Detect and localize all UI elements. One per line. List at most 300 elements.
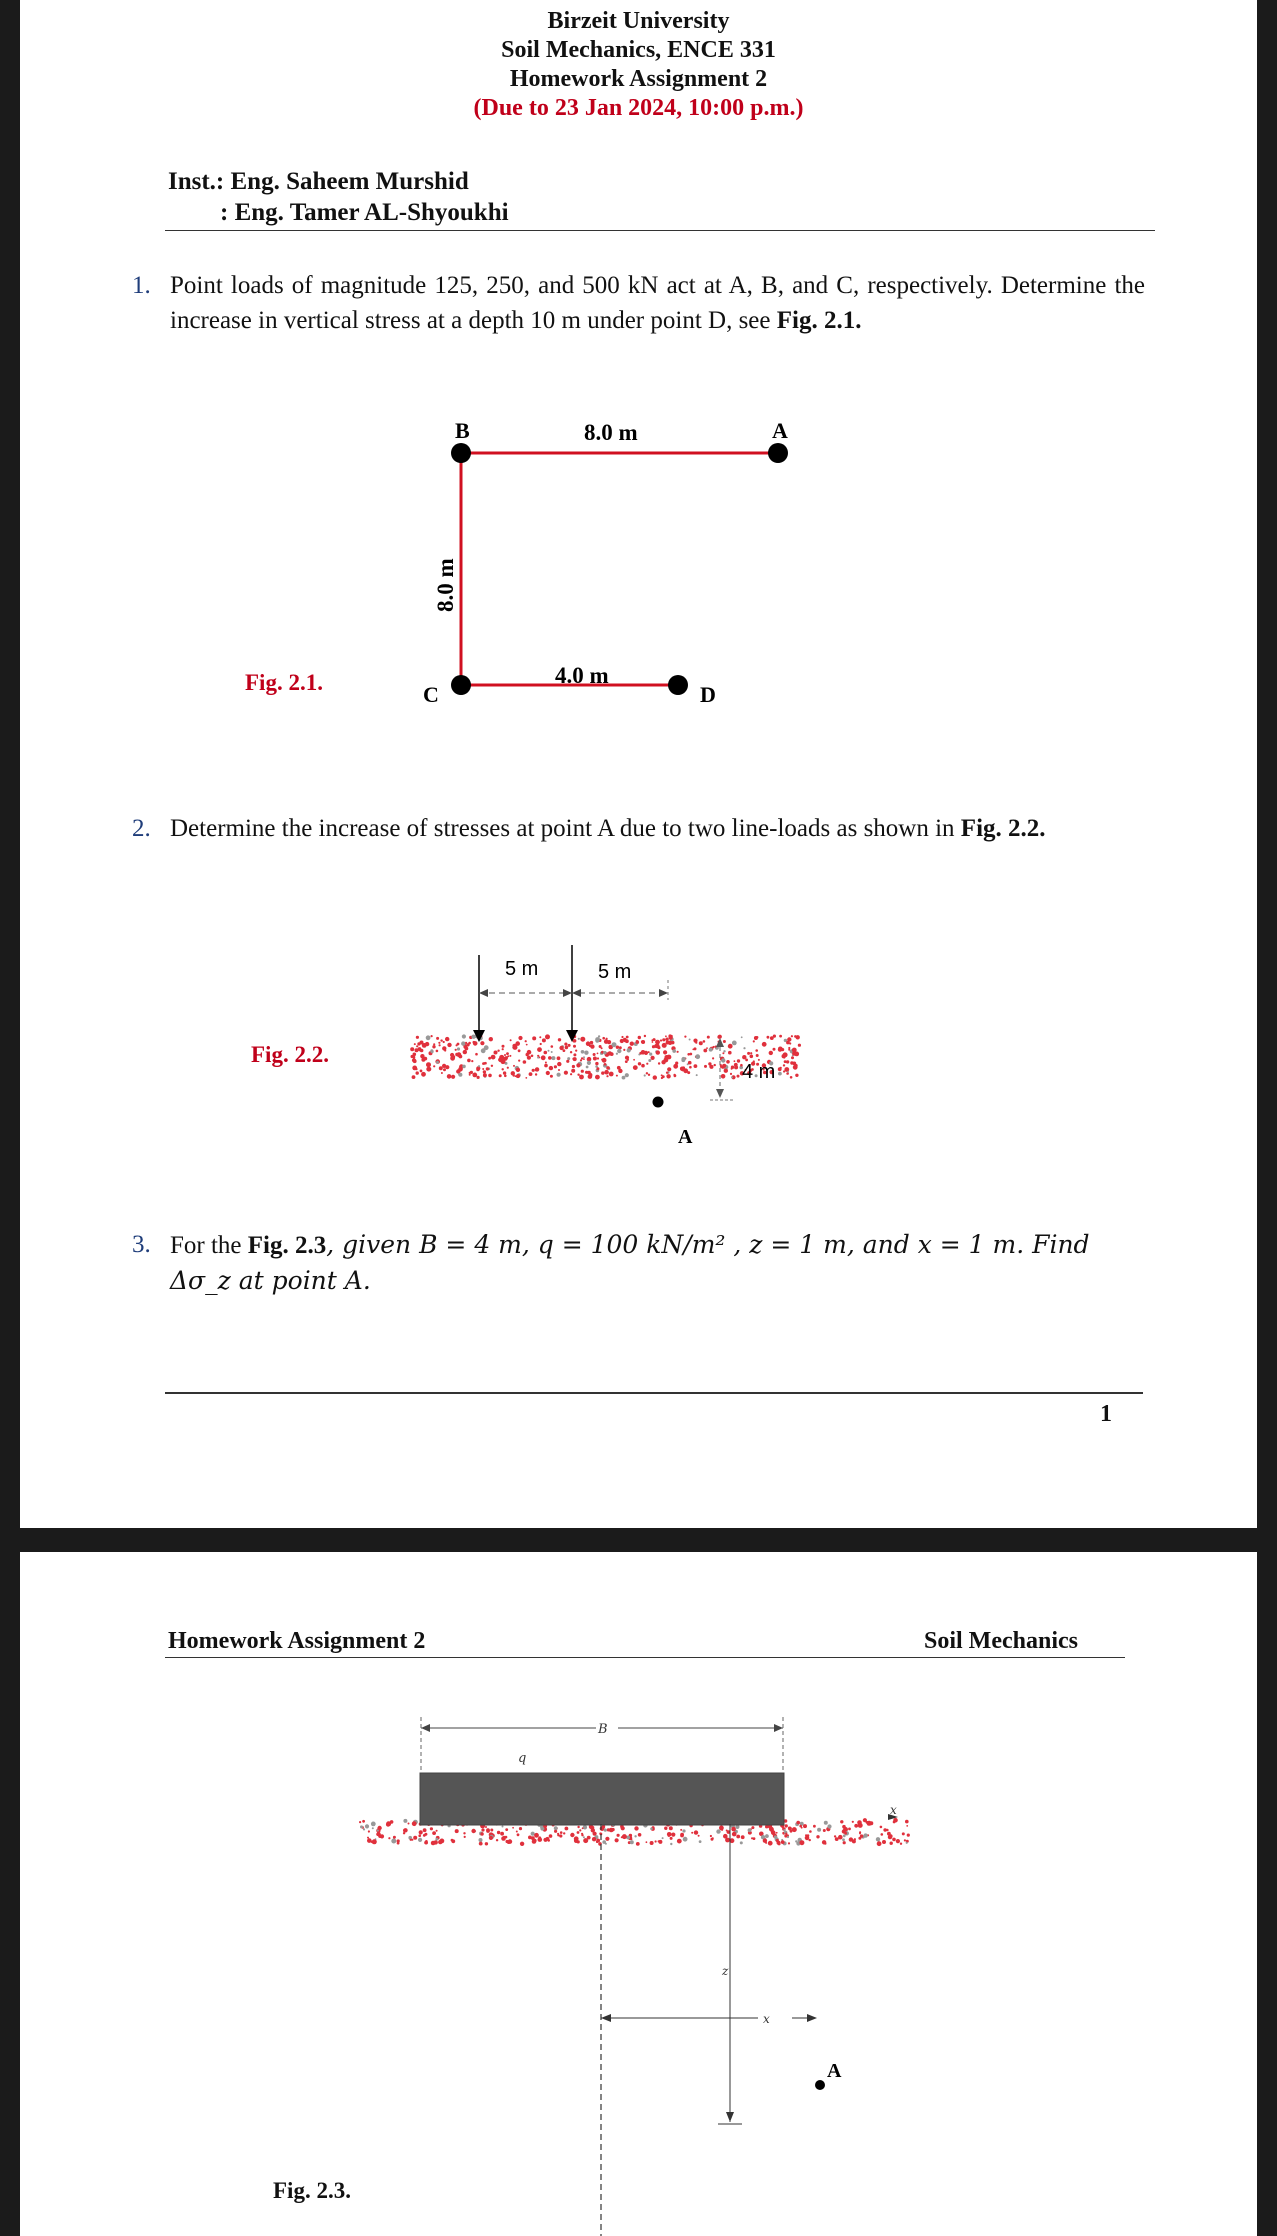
soil-speck: [551, 1045, 554, 1048]
soil-speck: [906, 1825, 908, 1827]
soil-speck: [616, 1053, 618, 1055]
soil-speck: [794, 1064, 798, 1068]
soil-speck: [790, 1076, 793, 1079]
instructor-line-2: : Eng. Tamer AL-Shyoukhi: [220, 199, 509, 226]
soil-speck: [604, 1829, 607, 1832]
soil-speck: [494, 1051, 498, 1055]
soil-speck: [796, 1821, 800, 1825]
soil-speck: [516, 1831, 518, 1833]
soil-speck: [434, 1840, 438, 1844]
soil-speck: [560, 1831, 563, 1834]
soil-speck: [882, 1840, 886, 1844]
soil-speck: [694, 1830, 698, 1834]
soil-speck: [731, 1068, 733, 1070]
soil-speck: [413, 1059, 417, 1063]
soil-speck: [526, 1044, 528, 1046]
soil-speck: [413, 1836, 417, 1840]
soil-speck: [451, 1839, 454, 1842]
soil-speck: [684, 1036, 686, 1038]
soil-speck: [416, 1071, 419, 1074]
soil-speck: [663, 1050, 667, 1054]
soil-speck: [781, 1840, 785, 1844]
footing-load: [420, 1773, 784, 1825]
soil-speck: [694, 1064, 698, 1068]
soil-speck: [510, 1039, 512, 1041]
soil-speck: [532, 1839, 537, 1844]
soil-speck: [680, 1067, 685, 1072]
soil-speck: [539, 1036, 541, 1038]
soil-speck: [840, 1820, 843, 1823]
soil-speck: [541, 1055, 546, 1060]
soil-speck: [403, 1828, 407, 1832]
soil-speck: [571, 1834, 573, 1836]
soil-speck: [497, 1831, 500, 1834]
soil-speck: [559, 1046, 563, 1050]
soil-speck: [513, 1045, 518, 1050]
soil-speck: [827, 1824, 831, 1828]
soil-speck: [430, 1049, 433, 1052]
soil-speck: [699, 1840, 702, 1843]
soil-speck: [626, 1036, 629, 1039]
soil-speck: [459, 1055, 463, 1059]
soil-speck: [602, 1825, 605, 1828]
soil-speck: [416, 1045, 418, 1047]
soil-speck: [440, 1839, 445, 1844]
soil-speck: [667, 1055, 671, 1059]
soil-speck: [488, 1074, 492, 1078]
soil-speck: [731, 1076, 733, 1078]
soil-speck: [602, 1037, 605, 1040]
soil-speck: [603, 1051, 606, 1054]
soil-speck: [466, 1043, 469, 1046]
soil-speck: [619, 1046, 622, 1049]
soil-speck: [550, 1075, 553, 1078]
soil-speck: [617, 1049, 621, 1053]
soil-speck: [731, 1827, 736, 1832]
figure-2-2-label: Fig. 2.2.: [251, 1042, 329, 1067]
soil-speck: [734, 1063, 738, 1067]
dim-cd-label: 4.0 m: [555, 663, 609, 688]
soil-speck: [843, 1841, 846, 1844]
soil-speck: [824, 1821, 828, 1825]
soil-speck: [532, 1036, 536, 1040]
soil-speck: [426, 1067, 431, 1072]
soil-speck: [881, 1833, 884, 1836]
soil-speck: [477, 1076, 480, 1079]
soil-speck: [377, 1826, 381, 1830]
soil-speck: [607, 1067, 610, 1070]
soil-speck: [489, 1836, 493, 1840]
soil-speck: [518, 1049, 521, 1052]
soil-speck: [583, 1838, 588, 1843]
soil-speck: [525, 1040, 527, 1042]
soil-speck: [625, 1060, 628, 1063]
soil-speck: [526, 1053, 529, 1056]
soil-speck: [426, 1035, 431, 1040]
soil-speck: [706, 1047, 708, 1049]
soil-speck: [572, 1058, 575, 1061]
soil-speck: [537, 1055, 539, 1057]
soil-speck: [712, 1057, 714, 1059]
soil-speck: [576, 1063, 580, 1067]
soil-speck: [386, 1822, 390, 1826]
soil-speck: [573, 1040, 576, 1043]
soil-speck: [693, 1039, 697, 1043]
soil-speck: [778, 1072, 782, 1076]
soil-speck: [621, 1826, 625, 1830]
soil-speck: [368, 1830, 370, 1832]
point-c-label: C: [423, 682, 439, 707]
document-page-2: [20, 1552, 1257, 2236]
soil-speck: [540, 1043, 542, 1045]
soil-speck: [420, 1070, 423, 1073]
soil-speck: [430, 1827, 433, 1830]
soil-speck: [473, 1041, 478, 1046]
soil-speck: [483, 1073, 487, 1077]
soil-speck: [532, 1069, 535, 1072]
soil-speck: [433, 1065, 435, 1067]
soil-speck: [765, 1825, 768, 1828]
soil-speck: [606, 1075, 608, 1077]
soil-speck: [644, 1074, 646, 1076]
soil-speck: [443, 1068, 446, 1071]
soil-speck: [751, 1826, 754, 1829]
soil-speck: [636, 1842, 640, 1846]
soil-speck: [535, 1067, 539, 1071]
soil-speck: [586, 1066, 589, 1069]
soil-speck: [363, 1828, 365, 1830]
soil-speck: [388, 1837, 390, 1839]
soil-speck: [517, 1833, 520, 1836]
soil-speck: [703, 1040, 706, 1043]
page-header-left: Homework Assignment 2: [168, 1628, 426, 1654]
soil-speck: [438, 1042, 440, 1044]
soil-speck: [604, 1070, 609, 1075]
soil-speck: [570, 1051, 572, 1053]
find-statement: Δσ_z at point A.: [170, 1266, 371, 1295]
soil-speck: [689, 1039, 691, 1041]
soil-speck: [518, 1060, 520, 1062]
course-name: Soil Mechanics, ENCE 331: [501, 37, 776, 63]
soil-speck: [860, 1834, 863, 1837]
soil-speck: [577, 1826, 579, 1828]
soil-speck: [630, 1840, 634, 1844]
soil-speck: [479, 1842, 483, 1846]
soil-speck: [597, 1053, 599, 1055]
soil-speck: [604, 1063, 607, 1066]
soil-speck: [668, 1041, 672, 1045]
soil-speck: [413, 1053, 417, 1057]
soil-speck: [620, 1039, 624, 1043]
soil-speck: [653, 1075, 657, 1079]
soil-speck: [529, 1072, 533, 1076]
soil-speck: [696, 1074, 698, 1076]
soil-speck: [682, 1829, 685, 1832]
soil-speck: [650, 1827, 653, 1830]
soil-speck: [765, 1842, 767, 1844]
soil-speck: [507, 1055, 509, 1057]
soil-speck: [585, 1071, 588, 1074]
soil-speck: [779, 1035, 782, 1038]
soil-speck: [571, 1069, 575, 1073]
university-name: Birzeit University: [547, 8, 730, 34]
soil-speck: [822, 1840, 826, 1844]
soil-speck: [625, 1056, 629, 1060]
soil-speck: [408, 1823, 410, 1825]
soil-speck: [463, 1050, 467, 1054]
soil-speck: [577, 1074, 579, 1076]
soil-speck: [544, 1064, 548, 1068]
soil-speck: [785, 1824, 788, 1827]
soil-speck: [636, 1040, 639, 1043]
soil-speck: [848, 1828, 851, 1831]
soil-speck: [740, 1841, 743, 1844]
soil-speck: [579, 1829, 581, 1831]
question-text: Determine the increase of stresses at point A due to two line-loads as shown in: [170, 815, 961, 842]
soil-speck: [665, 1038, 668, 1041]
soil-speck: [573, 1053, 576, 1056]
page-header-right: Soil Mechanics: [924, 1628, 1078, 1654]
soil-speck: [737, 1059, 740, 1062]
soil-speck: [650, 1841, 654, 1845]
soil-speck: [455, 1053, 458, 1056]
soil-speck: [497, 1050, 499, 1052]
soil-speck: [425, 1042, 429, 1046]
soil-speck: [619, 1070, 622, 1073]
soil-speck: [418, 1838, 422, 1842]
soil-speck: [616, 1075, 618, 1077]
soil-speck: [441, 1072, 443, 1074]
soil-speck: [660, 1039, 662, 1041]
soil-speck: [583, 1825, 587, 1829]
soil-speck: [486, 1829, 490, 1833]
soil-speck: [751, 1837, 753, 1839]
soil-speck: [641, 1040, 644, 1043]
soil-speck: [799, 1840, 804, 1845]
soil-speck: [835, 1837, 839, 1841]
dim-left-label: 5 m: [505, 958, 539, 980]
soil-speck: [504, 1054, 506, 1056]
soil-speck: [675, 1062, 678, 1065]
soil-speck: [721, 1074, 726, 1079]
soil-speck: [464, 1836, 466, 1838]
soil-speck: [742, 1055, 746, 1059]
soil-speck: [565, 1827, 569, 1831]
soil-speck: [525, 1077, 527, 1079]
soil-speck: [433, 1043, 435, 1045]
soil-speck: [581, 1070, 584, 1073]
soil-speck: [421, 1072, 426, 1077]
question-text: For the: [170, 1232, 248, 1259]
soil-speck: [426, 1062, 431, 1067]
soil-speck: [403, 1819, 407, 1823]
point-a-label: A: [678, 1126, 693, 1148]
soil-speck: [762, 1042, 767, 1047]
soil-speck: [566, 1060, 569, 1063]
soil-speck: [737, 1075, 740, 1078]
soil-speck: [750, 1052, 752, 1054]
soil-speck: [633, 1059, 635, 1061]
soil-speck: [624, 1040, 626, 1042]
soil-speck: [587, 1061, 591, 1065]
soil-speck: [417, 1042, 420, 1045]
soil-speck: [622, 1834, 627, 1839]
soil-speck: [595, 1039, 599, 1043]
soil-speck: [681, 1057, 685, 1061]
soil-speck: [689, 1053, 692, 1056]
soil-speck: [902, 1832, 905, 1835]
soil-speck: [595, 1062, 598, 1065]
soil-speck: [419, 1049, 421, 1051]
soil-speck: [900, 1843, 902, 1845]
soil-speck: [699, 1041, 703, 1045]
soil-speck: [559, 1834, 562, 1837]
soil-speck: [726, 1060, 730, 1064]
soil-speck: [523, 1060, 527, 1064]
soil-speck: [892, 1838, 896, 1842]
soil-speck: [788, 1827, 791, 1830]
soil-speck: [537, 1047, 542, 1052]
soil-speck: [436, 1037, 439, 1040]
soil-speck: [638, 1036, 641, 1039]
soil-speck: [688, 1061, 692, 1065]
soil-speck: [741, 1835, 745, 1839]
soil-speck: [415, 1048, 419, 1052]
soil-speck: [753, 1040, 755, 1042]
soil-speck: [756, 1036, 759, 1039]
soil-speck: [480, 1041, 484, 1045]
soil-speck: [722, 1052, 724, 1054]
soil-speck: [545, 1034, 550, 1039]
soil-speck: [565, 1046, 569, 1050]
soil-speck: [436, 1061, 439, 1064]
soil-speck: [665, 1035, 667, 1037]
soil-speck: [644, 1035, 646, 1037]
soil-speck: [617, 1834, 620, 1837]
soil-speck: [823, 1829, 826, 1832]
soil-speck: [564, 1043, 567, 1046]
soil-speck: [609, 1072, 614, 1077]
soil-speck: [665, 1828, 667, 1830]
page-number: 1: [1100, 1401, 1112, 1427]
soil-speck: [641, 1050, 646, 1055]
soil-speck: [770, 1036, 774, 1040]
soil-speck: [666, 1074, 670, 1078]
soil-speck: [843, 1834, 846, 1837]
soil-speck: [670, 1837, 673, 1840]
soil-speck: [509, 1055, 511, 1057]
soil-speck: [667, 1832, 672, 1837]
soil-speck: [709, 1048, 713, 1052]
soil-speck: [447, 1043, 451, 1047]
soil-speck: [711, 1838, 714, 1841]
soil-speck: [577, 1831, 580, 1834]
soil-speck: [410, 1047, 414, 1051]
soil-speck: [457, 1047, 460, 1050]
soil-speck: [641, 1064, 645, 1068]
soil-speck: [605, 1837, 609, 1841]
soil-speck: [581, 1057, 583, 1059]
figure-2-3: [20, 1552, 1257, 2236]
soil-speck: [672, 1049, 676, 1053]
soil-speck: [551, 1051, 553, 1053]
soil-speck: [646, 1841, 648, 1843]
soil-speck: [743, 1047, 745, 1049]
soil-speck: [666, 1072, 668, 1074]
soil-speck: [622, 1076, 626, 1080]
soil-speck: [445, 1037, 449, 1041]
soil-speck: [907, 1834, 910, 1837]
soil-speck: [471, 1829, 475, 1833]
soil-speck: [694, 1047, 697, 1050]
soil-speck: [747, 1052, 750, 1055]
soil-speck: [372, 1827, 374, 1829]
point-d-label: D: [700, 682, 716, 707]
question-number: 1.: [132, 272, 151, 299]
soil-speck: [489, 1037, 493, 1041]
footer-divider: [165, 1392, 1143, 1394]
soil-speck: [462, 1034, 466, 1038]
soil-speck: [511, 1071, 515, 1075]
soil-speck: [849, 1837, 853, 1841]
soil-speck: [567, 1057, 570, 1060]
soil-speck: [691, 1832, 693, 1834]
soil-speck: [790, 1061, 793, 1064]
soil-speck: [592, 1837, 596, 1841]
soil-speck: [456, 1044, 458, 1046]
soil-speck: [792, 1051, 796, 1055]
soil-speck: [778, 1067, 782, 1071]
soil-speck: [646, 1063, 648, 1065]
soil-speck: [595, 1075, 600, 1080]
soil-speck: [755, 1049, 758, 1052]
soil-speck: [504, 1075, 507, 1078]
soil-speck: [834, 1835, 836, 1837]
soil-speck: [462, 1065, 466, 1069]
soil-speck: [651, 1039, 653, 1041]
soil-speck: [661, 1060, 665, 1064]
soil-speck: [601, 1071, 604, 1074]
soil-speck: [557, 1056, 561, 1060]
soil-speck: [756, 1054, 759, 1057]
soil-speck: [432, 1045, 435, 1048]
soil-speck: [563, 1832, 565, 1834]
soil-speck: [578, 1038, 580, 1040]
instructor-line-1: Inst.: Eng. Saheem Murshid: [168, 168, 469, 195]
soil-speck: [520, 1842, 524, 1846]
soil-speck: [486, 1067, 489, 1070]
soil-speck: [568, 1044, 571, 1047]
soil-speck: [439, 1066, 443, 1070]
soil-speck: [787, 1071, 789, 1073]
soil-speck: [866, 1821, 869, 1824]
soil-speck: [471, 1035, 475, 1039]
soil-speck: [442, 1046, 446, 1050]
soil-speck: [854, 1838, 856, 1840]
soil-speck: [372, 1839, 377, 1844]
soil-speck: [703, 1049, 707, 1053]
soil-speck: [537, 1057, 539, 1059]
soil-speck: [736, 1835, 740, 1839]
soil-speck: [362, 1820, 365, 1823]
soil-speck: [549, 1066, 553, 1070]
soil-speck: [768, 1841, 773, 1846]
soil-speck: [360, 1825, 363, 1828]
soil-speck: [502, 1068, 504, 1070]
soil-speck: [586, 1041, 591, 1046]
soil-speck: [648, 1074, 650, 1076]
figure-2-3-label: Fig. 2.3.: [273, 2178, 351, 2203]
